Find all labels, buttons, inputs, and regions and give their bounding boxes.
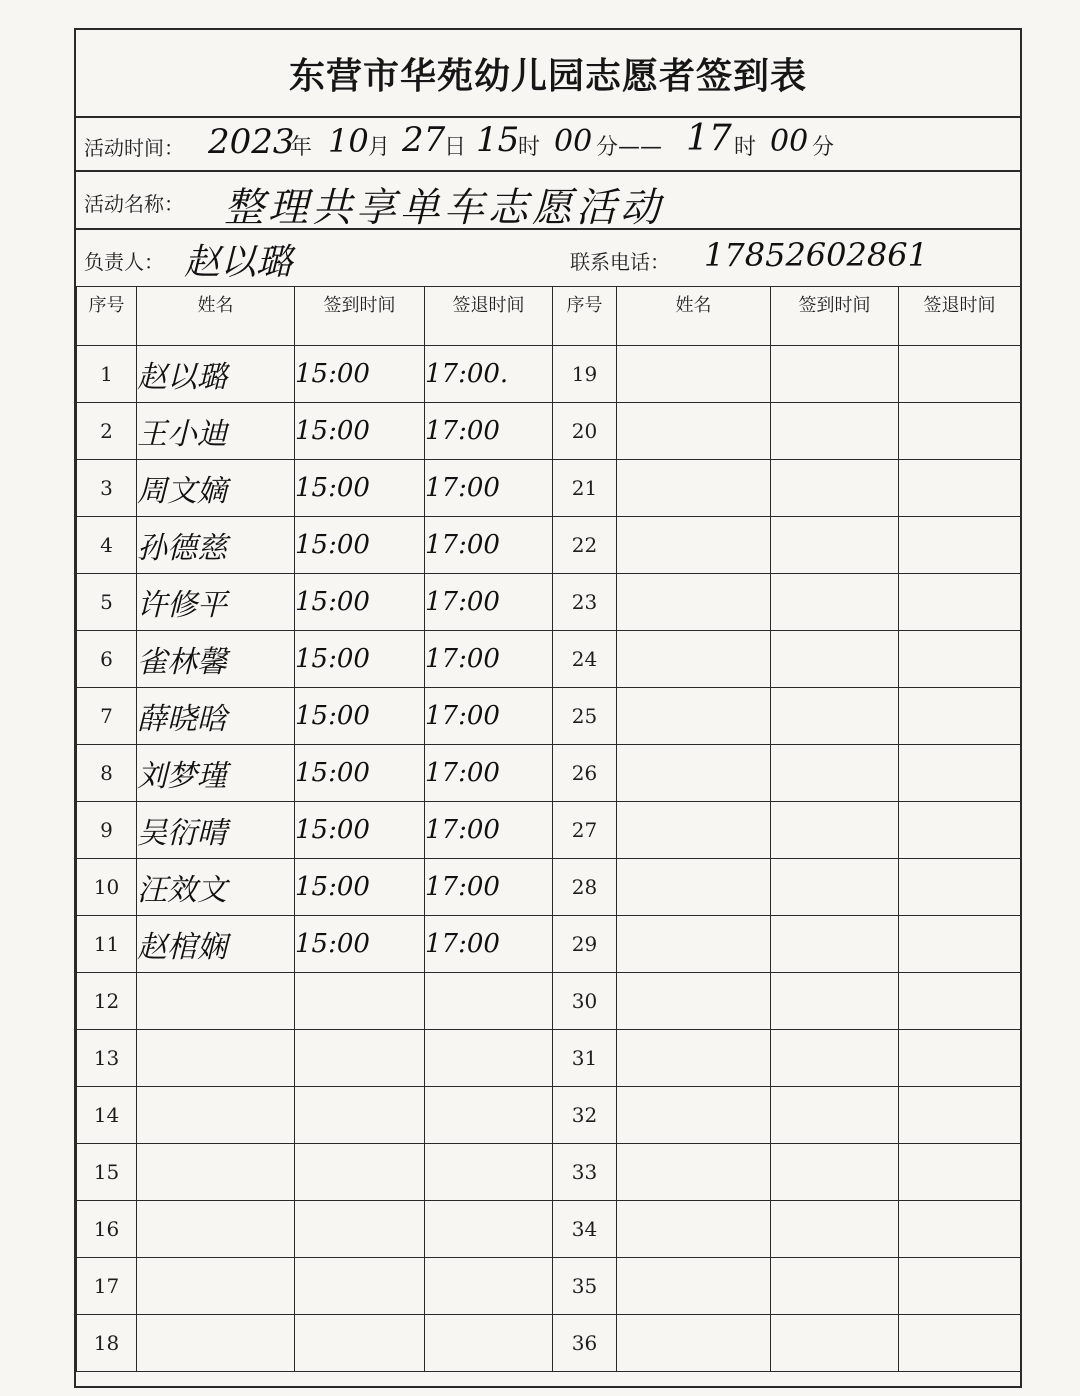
check-out-time: 17:00 bbox=[425, 631, 553, 688]
check-out-time bbox=[425, 1315, 553, 1372]
check-out-time-2 bbox=[899, 460, 1021, 517]
row-index-2: 36 bbox=[553, 1315, 617, 1372]
header-name: 姓名 bbox=[137, 287, 295, 346]
row-index: 8 bbox=[77, 745, 137, 802]
check-out-time-2 bbox=[899, 1258, 1021, 1315]
check-in-time: 15:00 bbox=[295, 631, 425, 688]
activity-name-label: 活动名称： bbox=[84, 192, 184, 216]
check-out-time-2 bbox=[899, 688, 1021, 745]
check-out-time: 17:00 bbox=[425, 859, 553, 916]
row-index-2: 20 bbox=[553, 403, 617, 460]
volunteer-name-2 bbox=[617, 1030, 771, 1087]
volunteer-name-2 bbox=[617, 1315, 771, 1372]
volunteer-name-2 bbox=[617, 916, 771, 973]
volunteer-name-2 bbox=[617, 745, 771, 802]
activity-name-row bbox=[76, 172, 1020, 230]
check-in-time-2 bbox=[771, 574, 899, 631]
volunteer-name-2 bbox=[617, 631, 771, 688]
check-out-time bbox=[425, 1030, 553, 1087]
volunteer-name bbox=[137, 1315, 295, 1372]
volunteer-name-2 bbox=[617, 460, 771, 517]
row-index: 7 bbox=[77, 688, 137, 745]
check-in-time bbox=[295, 1258, 425, 1315]
minute-char: 分—— bbox=[596, 135, 663, 160]
volunteer-name bbox=[137, 1258, 295, 1315]
volunteer-name-2 bbox=[617, 1144, 771, 1201]
check-out-time-2 bbox=[899, 802, 1021, 859]
volunteer-name bbox=[137, 1201, 295, 1258]
table-row bbox=[77, 631, 1021, 688]
check-out-time: 17:00 bbox=[425, 688, 553, 745]
check-in-time bbox=[295, 1087, 425, 1144]
start-minute: 00 bbox=[554, 124, 593, 159]
volunteer-name-2 bbox=[617, 1258, 771, 1315]
sign-in-table bbox=[76, 286, 1021, 1372]
sign-in-sheet bbox=[74, 28, 1022, 1388]
volunteer-name-2 bbox=[617, 802, 771, 859]
check-out-time bbox=[425, 973, 553, 1030]
check-out-time-2 bbox=[899, 346, 1021, 403]
check-out-time-2 bbox=[899, 574, 1021, 631]
row-index: 14 bbox=[77, 1087, 137, 1144]
row-index: 2 bbox=[77, 403, 137, 460]
row-index-2: 25 bbox=[553, 688, 617, 745]
check-in-time-2 bbox=[771, 1087, 899, 1144]
activity-time-label: 活动时间： bbox=[84, 136, 184, 160]
volunteer-name-2 bbox=[617, 346, 771, 403]
volunteer-name bbox=[137, 1087, 295, 1144]
check-out-time: 17:00 bbox=[425, 802, 553, 859]
row-index: 16 bbox=[77, 1201, 137, 1258]
check-in-time: 15:00 bbox=[295, 859, 425, 916]
row-index: 1 bbox=[77, 346, 137, 403]
volunteer-name-2 bbox=[617, 574, 771, 631]
row-index-2: 28 bbox=[553, 859, 617, 916]
volunteer-name: 汪效文 bbox=[137, 859, 295, 916]
month-char: 月 bbox=[368, 135, 391, 160]
volunteer-name bbox=[137, 1144, 295, 1201]
check-out-time: 17:00. bbox=[425, 346, 553, 403]
volunteer-name-2 bbox=[617, 1201, 771, 1258]
check-in-time-2 bbox=[771, 517, 899, 574]
check-out-time: 17:00 bbox=[425, 403, 553, 460]
sheet-title: 东营市华苑幼儿园志愿者签到表 bbox=[76, 30, 1020, 118]
row-index-2: 26 bbox=[553, 745, 617, 802]
check-out-time-2 bbox=[899, 973, 1021, 1030]
volunteer-name bbox=[137, 973, 295, 1030]
table-row bbox=[77, 916, 1021, 973]
row-index: 6 bbox=[77, 631, 137, 688]
check-out-time-2 bbox=[899, 745, 1021, 802]
check-in-time-2 bbox=[771, 1201, 899, 1258]
table-row bbox=[77, 1144, 1021, 1201]
row-index: 12 bbox=[77, 973, 137, 1030]
volunteer-name: 薛晓晗 bbox=[137, 688, 295, 745]
day-value: 27 bbox=[402, 120, 446, 160]
volunteer-name-2 bbox=[617, 403, 771, 460]
header-check-out-2: 签退时间 bbox=[899, 287, 1021, 346]
check-in-time: 15:00 bbox=[295, 346, 425, 403]
check-in-time: 15:00 bbox=[295, 688, 425, 745]
table-row bbox=[77, 460, 1021, 517]
check-out-time-2 bbox=[899, 1201, 1021, 1258]
volunteer-name: 王小迪 bbox=[137, 403, 295, 460]
check-out-time-2 bbox=[899, 403, 1021, 460]
end-hour: 17 bbox=[686, 118, 732, 159]
person-in-charge-label: 负责人： bbox=[84, 250, 164, 274]
volunteer-name: 许修平 bbox=[137, 574, 295, 631]
check-in-time: 15:00 bbox=[295, 460, 425, 517]
volunteer-name bbox=[137, 1030, 295, 1087]
row-index: 15 bbox=[77, 1144, 137, 1201]
check-out-time-2 bbox=[899, 1030, 1021, 1087]
check-in-time bbox=[295, 1030, 425, 1087]
row-index-2: 35 bbox=[553, 1258, 617, 1315]
check-in-time: 15:00 bbox=[295, 745, 425, 802]
check-out-time-2 bbox=[899, 859, 1021, 916]
check-in-time-2 bbox=[771, 916, 899, 973]
check-out-time: 17:00 bbox=[425, 574, 553, 631]
check-in-time-2 bbox=[771, 973, 899, 1030]
row-index-2: 29 bbox=[553, 916, 617, 973]
hour-char-2: 时 bbox=[734, 135, 757, 160]
volunteer-name: 周文嫡 bbox=[137, 460, 295, 517]
check-in-time-2 bbox=[771, 1258, 899, 1315]
check-out-time-2 bbox=[899, 1144, 1021, 1201]
table-row bbox=[77, 574, 1021, 631]
header-name-2: 姓名 bbox=[617, 287, 771, 346]
phone-value: 17852602861 bbox=[704, 236, 928, 274]
check-in-time-2 bbox=[771, 460, 899, 517]
table-row bbox=[77, 1087, 1021, 1144]
row-index-2: 27 bbox=[553, 802, 617, 859]
table-row bbox=[77, 1315, 1021, 1372]
volunteer-name-2 bbox=[617, 688, 771, 745]
table-header-row bbox=[77, 287, 1021, 346]
check-out-time-2 bbox=[899, 631, 1021, 688]
activity-time-row bbox=[76, 116, 1020, 172]
header-check-out: 签退时间 bbox=[425, 287, 553, 346]
check-out-time: 17:00 bbox=[425, 460, 553, 517]
volunteer-name: 雀林馨 bbox=[137, 631, 295, 688]
header-index-2: 序号 bbox=[553, 287, 617, 346]
year-char: 年 bbox=[290, 135, 313, 160]
check-in-time-2 bbox=[771, 745, 899, 802]
table-row bbox=[77, 1030, 1021, 1087]
row-index: 11 bbox=[77, 916, 137, 973]
volunteer-name: 吴衍晴 bbox=[137, 802, 295, 859]
table-row bbox=[77, 688, 1021, 745]
row-index-2: 32 bbox=[553, 1087, 617, 1144]
table-row bbox=[77, 802, 1021, 859]
check-out-time bbox=[425, 1201, 553, 1258]
check-out-time-2 bbox=[899, 1315, 1021, 1372]
check-out-time bbox=[425, 1258, 553, 1315]
row-index: 5 bbox=[77, 574, 137, 631]
check-out-time-2 bbox=[899, 1087, 1021, 1144]
row-index: 10 bbox=[77, 859, 137, 916]
check-out-time-2 bbox=[899, 517, 1021, 574]
check-in-time-2 bbox=[771, 1030, 899, 1087]
check-in-time: 15:00 bbox=[295, 802, 425, 859]
table-row bbox=[77, 859, 1021, 916]
volunteer-name-2 bbox=[617, 1087, 771, 1144]
header-check-in-2: 签到时间 bbox=[771, 287, 899, 346]
row-index-2: 23 bbox=[553, 574, 617, 631]
table-row bbox=[77, 1258, 1021, 1315]
row-index: 18 bbox=[77, 1315, 137, 1372]
volunteer-name: 赵以璐 bbox=[137, 346, 295, 403]
table-row bbox=[77, 745, 1021, 802]
start-hour: 15 bbox=[476, 120, 520, 160]
person-in-charge-value: 赵以璐 bbox=[184, 242, 293, 283]
row-index: 9 bbox=[77, 802, 137, 859]
phone-label: 联系电话： bbox=[570, 250, 670, 274]
row-index-2: 33 bbox=[553, 1144, 617, 1201]
row-index: 17 bbox=[77, 1258, 137, 1315]
check-in-time-2 bbox=[771, 802, 899, 859]
activity-name-value: 整理共享单车志愿活动 bbox=[224, 185, 664, 231]
row-index: 13 bbox=[77, 1030, 137, 1087]
year-value: 2023 bbox=[208, 122, 295, 162]
check-in-time: 15:00 bbox=[295, 403, 425, 460]
row-index-2: 22 bbox=[553, 517, 617, 574]
check-out-time bbox=[425, 1087, 553, 1144]
check-in-time bbox=[295, 1315, 425, 1372]
row-index-2: 31 bbox=[553, 1030, 617, 1087]
check-in-time: 15:00 bbox=[295, 574, 425, 631]
volunteer-name: 赵棺娴 bbox=[137, 916, 295, 973]
row-index: 3 bbox=[77, 460, 137, 517]
end-minute: 00 bbox=[770, 124, 809, 159]
check-out-time: 17:00 bbox=[425, 916, 553, 973]
table-row bbox=[77, 1201, 1021, 1258]
volunteer-name-2 bbox=[617, 859, 771, 916]
table-row bbox=[77, 973, 1021, 1030]
check-in-time-2 bbox=[771, 631, 899, 688]
row-index-2: 30 bbox=[553, 973, 617, 1030]
check-out-time: 17:00 bbox=[425, 517, 553, 574]
check-in-time: 15:00 bbox=[295, 916, 425, 973]
check-in-time-2 bbox=[771, 1144, 899, 1201]
volunteer-name: 孙德慈 bbox=[137, 517, 295, 574]
row-index-2: 21 bbox=[553, 460, 617, 517]
volunteer-name-2 bbox=[617, 973, 771, 1030]
check-in-time-2 bbox=[771, 403, 899, 460]
check-in-time-2 bbox=[771, 688, 899, 745]
check-out-time: 17:00 bbox=[425, 745, 553, 802]
minute-char-2: 分 bbox=[812, 135, 835, 160]
check-in-time: 15:00 bbox=[295, 517, 425, 574]
check-in-time bbox=[295, 1144, 425, 1201]
check-out-time-2 bbox=[899, 916, 1021, 973]
month-value: 10 bbox=[328, 122, 369, 160]
table-row bbox=[77, 403, 1021, 460]
table-row bbox=[77, 346, 1021, 403]
row-index-2: 34 bbox=[553, 1201, 617, 1258]
check-in-time bbox=[295, 1201, 425, 1258]
table-row bbox=[77, 517, 1021, 574]
check-out-time bbox=[425, 1144, 553, 1201]
check-in-time-2 bbox=[771, 1315, 899, 1372]
header-check-in: 签到时间 bbox=[295, 287, 425, 346]
row-index-2: 24 bbox=[553, 631, 617, 688]
check-in-time-2 bbox=[771, 859, 899, 916]
row-index: 4 bbox=[77, 517, 137, 574]
check-in-time-2 bbox=[771, 346, 899, 403]
row-index-2: 19 bbox=[553, 346, 617, 403]
header-index: 序号 bbox=[77, 287, 137, 346]
volunteer-name: 刘梦瑾 bbox=[137, 745, 295, 802]
hour-char: 时 bbox=[518, 135, 541, 160]
check-in-time bbox=[295, 973, 425, 1030]
person-in-charge-row bbox=[76, 230, 1020, 286]
volunteer-name-2 bbox=[617, 517, 771, 574]
day-char: 日 bbox=[444, 135, 467, 160]
